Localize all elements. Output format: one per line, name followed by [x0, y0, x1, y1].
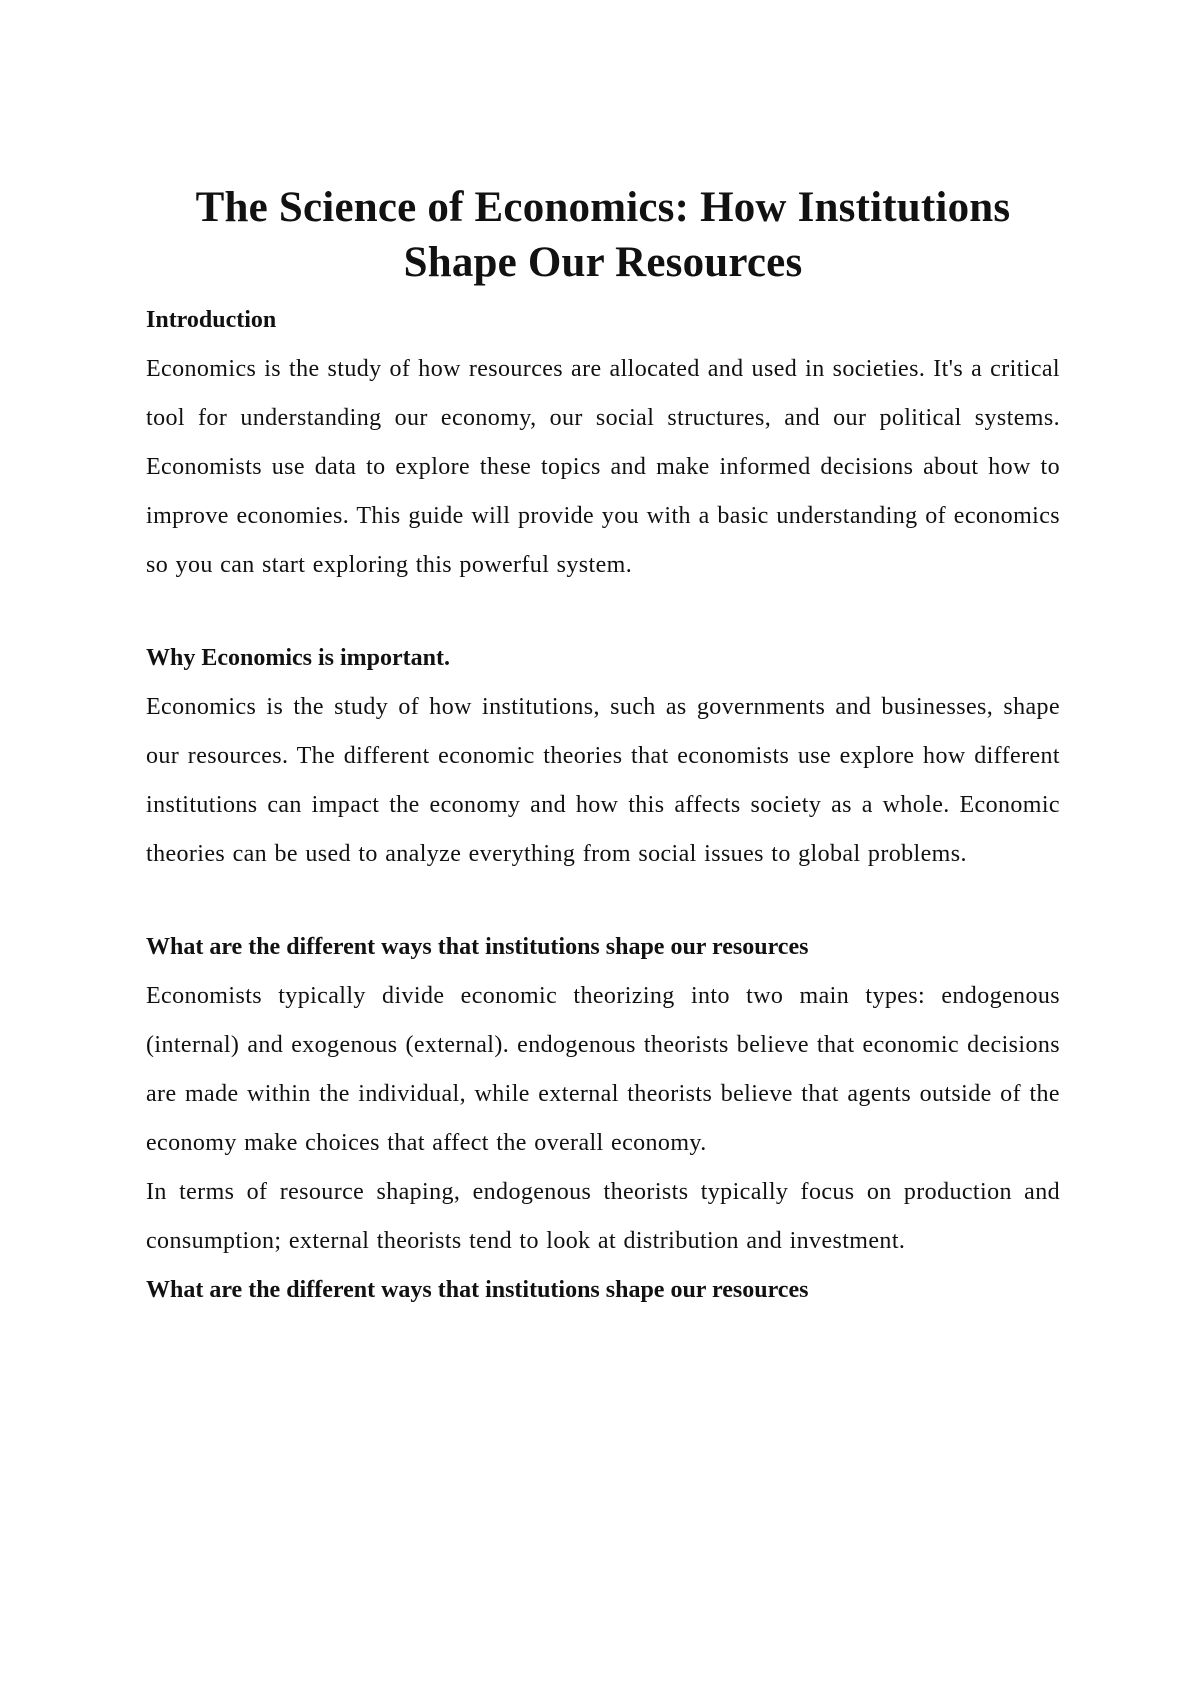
- section-heading: Why Economics is important.: [146, 645, 451, 671]
- section-why-economics: [146, 634, 1060, 879]
- spacer: [146, 879, 1060, 923]
- section-paragraph: Economics is the study of how institutions, such as governments and businesses, shape our resources. The different economic theories that economists use explore how different institutions can impact the economy and how this affects society as a whole. Economic theories can be used to analyze everything from social issues to global problems.: [146, 694, 1060, 867]
- section-paragraph: In terms of resource shaping, endogenous theorists typically focus on production and consumption; external theorists tend to look at distribution and investment.: [146, 1179, 1060, 1254]
- spacer: [146, 590, 1060, 634]
- document-title: The Science of Economics: How Institutions Shape Our Resources: [195, 184, 1011, 286]
- section-heading: What are the different ways that institutions shape our resources: [146, 934, 809, 960]
- section-paragraph: Economics is the study of how resources are allocated and used in societies. It's a critical tool for understanding our economy, our social structures, and our political systems. Economists use data to explore these topics and make informed decisions about how to improve economies. This guide will provide you with a basic understanding of economics so you can start exploring this powerful system.: [146, 356, 1060, 578]
- section-paragraph: Economists typically divide economic theorizing into two main types: endogenous (internal) and exogenous (external). endogenous theorists believe that economic decisions are made within the individual, while external theorists believe that agents outside of the economy make choices that affect the overall economy.: [146, 983, 1060, 1156]
- section-introduction: [146, 296, 1060, 590]
- section-heading: What are the different ways that institutions shape our resources: [146, 1277, 809, 1303]
- section-institutions-shape-resources: [146, 923, 1060, 1266]
- section-heading: Introduction: [146, 307, 277, 333]
- document-body: [146, 180, 1060, 1315]
- section-institutions-shape-resources-repeat: [146, 1266, 1060, 1315]
